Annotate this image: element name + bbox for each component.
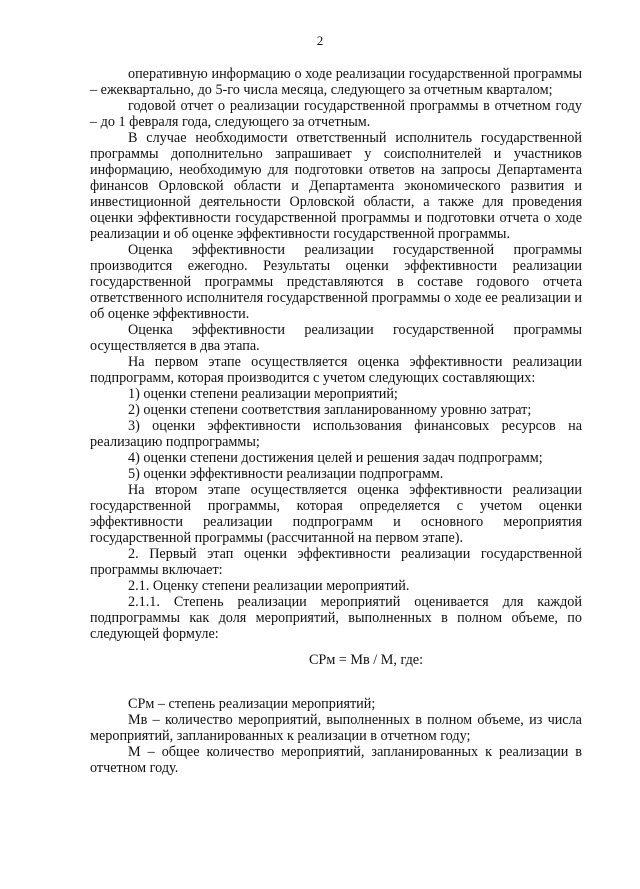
list-item: 5) оценки эффективности реализации подпрограмм.	[128, 466, 444, 482]
formula: СРм = Мв / М, где:	[308, 652, 424, 668]
paragraph: Оценка эффективности реализации государственной программы производится ежегодно. Результаты оценки эффективности реализации государственной программы представляются в составе годового отчета ответственного исполнителя государственной программы о ходе ее реализации и об оценке эффективности.	[90, 242, 582, 322]
paragraph: годовой отчет о реализации государственной программы в отчетном году – до 1 февраля года, следующего за отчетным.	[90, 98, 582, 130]
list-item: 1) оценки степени реализации мероприятий;	[128, 386, 398, 402]
list-item: 2) оценки степени соответствия запланированному уровню затрат;	[128, 402, 532, 418]
paragraph: На втором этапе осуществляется оценка эффективности реализации государственной программы, которая определяется с учетом оценки эффективности реализации подпрограмм и основного мероприятия государственной программы (рассчитанной на первом этапе).	[90, 482, 582, 546]
paragraph: 2.1.1. Степень реализации мероприятий оценивается для каждой подпрограммы как доля мероприятий, выполненных в полном объеме, по следующей формуле:	[90, 594, 582, 642]
definition: М – общее количество мероприятий, запланированных к реализации в отчетном году.	[90, 744, 582, 776]
paragraph: В случае необходимости ответственный исполнитель государственной программы дополнительно запрашивает у соисполнителей и участников информацию, необходимую для подготовки ответов на запросы Департамента финансов Орловской области и Департамента экономического развития и инвестиционной деятельности Орловской области, а также для проведения оценки эффективности государственной программы и подготовки отчета о ходе реализации и об оценке эффективности государственной программы.	[90, 130, 582, 242]
section-heading: 2. Первый этап оценки эффективности реализации государственной программы включает:	[90, 546, 582, 578]
definition: Мв – количество мероприятий, выполненных в полном объеме, из числа мероприятий, запланированных к реализации в отчетном году;	[90, 712, 582, 744]
subsection-heading: 2.1. Оценку степени реализации мероприятий.	[128, 578, 410, 594]
document-body	[90, 66, 582, 776]
list-item: 4) оценки степени достижения целей и решения задач подпрограмм;	[128, 450, 543, 466]
paragraph: Оценка эффективности реализации государственной программы осуществляется в два этапа.	[90, 322, 582, 354]
paragraph: оперативную информацию о ходе реализации государственной программы – ежеквартально, до 5-го числа месяца, следующего за отчетным кварталом;	[90, 66, 582, 98]
definition: СРм – степень реализации мероприятий;	[128, 696, 376, 712]
page-number: 2	[316, 33, 324, 48]
paragraph: На первом этапе осуществляется оценка эффективности реализации подпрограмм, которая производится с учетом следующих составляющих:	[90, 354, 582, 386]
list-item: 3) оценки эффективности использования финансовых ресурсов на реализацию подпрограммы;	[90, 418, 582, 450]
